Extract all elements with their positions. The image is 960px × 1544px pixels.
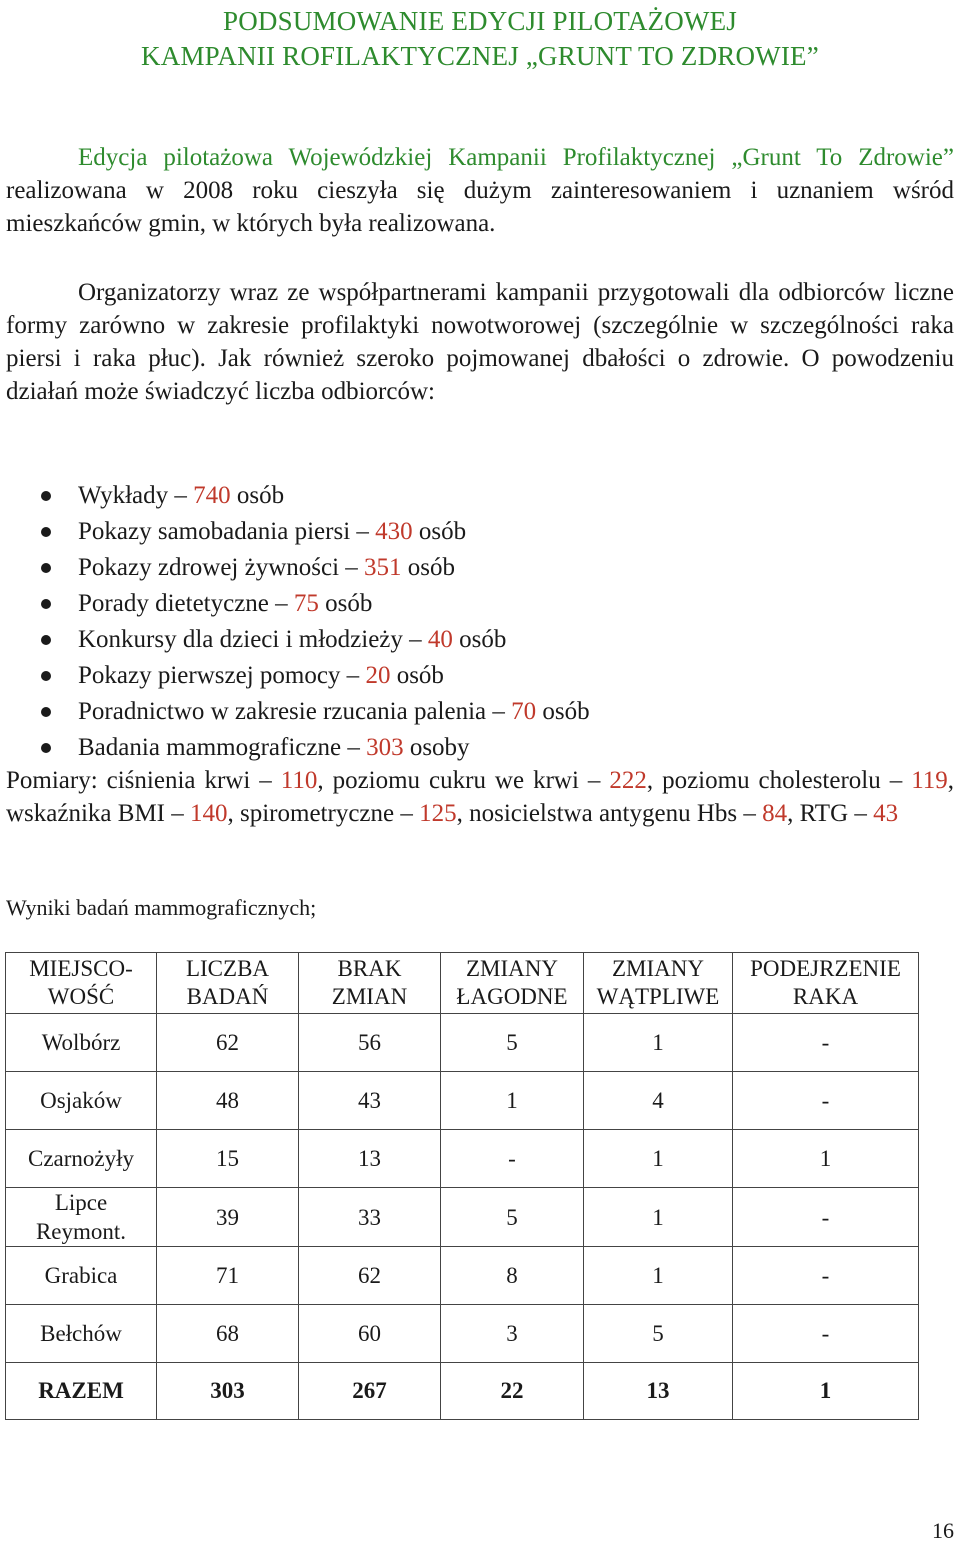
cell-line: MIEJSCO- <box>29 956 133 981</box>
value-cell: 60 <box>299 1305 441 1363</box>
stat-value: 75 <box>293 590 319 617</box>
mammography-results-table <box>5 952 919 1420</box>
table-row <box>6 1130 919 1188</box>
value-cell: 3 <box>441 1305 584 1363</box>
value-cell: - <box>733 1072 919 1130</box>
table-row <box>6 1072 919 1130</box>
value-cell: - <box>733 1305 919 1363</box>
list-item <box>0 586 960 622</box>
value-cell: 1 <box>584 1188 733 1247</box>
organizers-paragraph <box>6 276 954 408</box>
stat-unit: osób <box>401 554 456 581</box>
list-item <box>0 550 960 586</box>
measurement-label: , RTG – <box>787 800 874 827</box>
cell-line: ŁAGODNE <box>456 984 568 1009</box>
bullet-icon <box>41 671 51 681</box>
stat-unit: osób <box>452 626 507 653</box>
value-cell: 62 <box>157 1014 299 1072</box>
bullet-icon <box>41 743 51 753</box>
intro-lead: Edycja pilotażowa Wojewódzkiej Kampanii Profilaktycznej „Grunt To Zdrowie” <box>78 144 954 171</box>
measurement-value: 43 <box>873 800 899 827</box>
stat-label: Poradnictwo w zakresie rzucania palenia – <box>78 698 512 725</box>
cell-line: Czarnożyły <box>27 1145 134 1171</box>
bullet-icon <box>41 563 51 573</box>
list-item <box>0 694 960 730</box>
bullet-icon <box>41 491 51 501</box>
stat-unit: osób <box>230 482 285 509</box>
column-header <box>584 953 733 1014</box>
column-header <box>6 953 157 1014</box>
stat-unit: osoby <box>403 734 470 761</box>
value-cell: 1 <box>584 1247 733 1305</box>
cell-line: ZMIANY <box>466 956 558 981</box>
stat-value: 40 <box>427 626 453 653</box>
cell-line: Reymont. <box>35 1219 127 1244</box>
column-header <box>299 953 441 1014</box>
table-total-row <box>6 1363 919 1420</box>
table-row <box>6 1188 919 1247</box>
location-cell <box>6 1305 157 1363</box>
total-value-cell: 267 <box>299 1363 441 1420</box>
measurement-value: 84 <box>762 800 788 827</box>
cell-line: PODEJRZENIE <box>750 956 901 981</box>
table-row <box>6 1247 919 1305</box>
cell-line: RAKA <box>792 984 859 1009</box>
cell-line: Grabica <box>44 1262 118 1288</box>
value-cell: 15 <box>157 1130 299 1188</box>
stat-label: Porady dietetyczne – <box>78 590 294 617</box>
table-row <box>6 1305 919 1363</box>
measurement-value: 110 <box>280 767 318 794</box>
list-item <box>0 730 960 766</box>
measurement-label: , wskaźnika BMI – <box>6 767 955 827</box>
value-cell: 5 <box>441 1014 584 1072</box>
value-cell: 68 <box>157 1305 299 1363</box>
cell-line: Bełchów <box>40 1320 122 1346</box>
cell-line: BRAK <box>337 956 402 981</box>
value-cell: 33 <box>299 1188 441 1247</box>
total-value-cell: 303 <box>157 1363 299 1420</box>
measurement-label: Pomiary: ciśnienia krwi – <box>6 767 281 794</box>
stat-value: 430 <box>375 518 413 545</box>
cell-line: ZMIANY <box>612 956 704 981</box>
intro-paragraph <box>6 141 954 240</box>
total-value-cell: 13 <box>584 1363 733 1420</box>
stat-unit: osób <box>318 590 373 617</box>
title-line-2: KAMPANII ROFILAKTYCZNEJ „GRUNT TO ZDROWIE” <box>141 41 819 71</box>
stat-label: Wykłady – <box>78 482 194 509</box>
stat-value: 70 <box>511 698 537 725</box>
cell-line: Wolbórz <box>41 1029 121 1055</box>
measurement-label: , poziomu cholesterolu – <box>646 767 912 794</box>
value-cell: 48 <box>157 1072 299 1130</box>
title-line-1: PODSUMOWANIE EDYCJI PILOTAŻOWEJ <box>222 6 737 36</box>
location-cell <box>6 1072 157 1130</box>
column-header <box>733 953 919 1014</box>
total-label-cell: RAZEM <box>6 1363 157 1420</box>
column-header <box>441 953 584 1014</box>
cell-line: BADAŃ <box>186 984 269 1009</box>
measurement-label: , poziomu cukru we krwi – <box>317 767 610 794</box>
value-cell: 62 <box>299 1247 441 1305</box>
value-cell: 8 <box>441 1247 584 1305</box>
bullet-icon <box>41 527 51 537</box>
cell-line: WOŚĆ <box>47 984 115 1009</box>
measurement-value: 140 <box>190 800 228 827</box>
stat-value: 740 <box>193 482 231 509</box>
location-cell <box>6 1247 157 1305</box>
table-row <box>6 1014 919 1072</box>
cell-line: ZMIAN <box>331 984 408 1009</box>
cell-line: Osjaków <box>40 1087 122 1113</box>
page-title <box>0 4 960 74</box>
stat-label: Konkursy dla dzieci i młodzieży – <box>78 626 428 653</box>
list-item <box>0 622 960 658</box>
intro-rest: realizowana w 2008 roku cieszyła się dużym zainteresowaniem i uznaniem wśród mieszkańców gmin, w których była realizowana. <box>6 177 954 237</box>
value-cell: 39 <box>157 1188 299 1247</box>
total-value-cell: 22 <box>441 1363 584 1420</box>
column-header <box>157 953 299 1014</box>
measurement-value: 125 <box>419 800 457 827</box>
measurements-paragraph <box>6 764 954 830</box>
cell-line: Lipce <box>54 1190 108 1215</box>
cell-line: LICZBA <box>185 956 270 981</box>
bullet-icon <box>41 635 51 645</box>
attendance-list <box>0 478 960 766</box>
stat-value: 351 <box>364 554 402 581</box>
page-number: 16 <box>932 1518 954 1543</box>
stat-unit: osób <box>536 698 590 725</box>
measurement-value: 222 <box>609 767 647 794</box>
organizers-text: Organizatorzy wraz ze współpartnerami kampanii przygotowali dla odbiorców liczne formy zarówno w zakresie profilaktyki nowotworowej (szczególnie w szczególności raka piersi i raka płuc). Jak również szeroko pojmowanej dbałości o zdrowie. O powodzeniu działań może świadczyć liczba odbiorców: <box>6 279 954 405</box>
value-cell: 13 <box>299 1130 441 1188</box>
bullet-icon <box>41 599 51 609</box>
cell-line: WĄTPLIWE <box>596 984 720 1009</box>
value-cell: - <box>733 1188 919 1247</box>
stat-label: Badania mammograficzne – <box>78 734 367 761</box>
total-value-cell: 1 <box>733 1363 919 1420</box>
value-cell: 1 <box>733 1130 919 1188</box>
bullet-icon <box>41 707 51 717</box>
stat-label: Pokazy samobadania piersi – <box>78 518 376 545</box>
list-item <box>0 478 960 514</box>
list-item <box>0 514 960 550</box>
value-cell: 71 <box>157 1247 299 1305</box>
stat-value: 303 <box>366 734 404 761</box>
value-cell: 5 <box>441 1188 584 1247</box>
location-cell <box>6 1014 157 1072</box>
value-cell: 5 <box>584 1305 733 1363</box>
measurement-label: , nosicielstwa antygenu Hbs – <box>456 800 763 827</box>
value-cell: 43 <box>299 1072 441 1130</box>
stat-unit: osób <box>390 662 444 689</box>
table-header-row <box>6 953 919 1014</box>
stat-value: 20 <box>365 662 391 689</box>
value-cell: 4 <box>584 1072 733 1130</box>
stat-unit: osób <box>412 518 467 545</box>
value-cell: 1 <box>441 1072 584 1130</box>
measurement-value: 119 <box>911 767 948 794</box>
value-cell: 1 <box>584 1130 733 1188</box>
value-cell: 56 <box>299 1014 441 1072</box>
table-caption: Wyniki badań mammograficznych; <box>6 895 317 920</box>
value-cell: - <box>441 1130 584 1188</box>
stat-label: Pokazy pierwszej pomocy – <box>78 662 366 689</box>
value-cell: 1 <box>584 1014 733 1072</box>
location-cell <box>6 1130 157 1188</box>
value-cell: - <box>733 1014 919 1072</box>
location-cell <box>6 1188 157 1247</box>
value-cell: - <box>733 1247 919 1305</box>
measurement-label: , spirometryczne – <box>227 800 420 827</box>
stat-label: Pokazy zdrowej żywności – <box>78 554 365 581</box>
list-item <box>0 658 960 694</box>
